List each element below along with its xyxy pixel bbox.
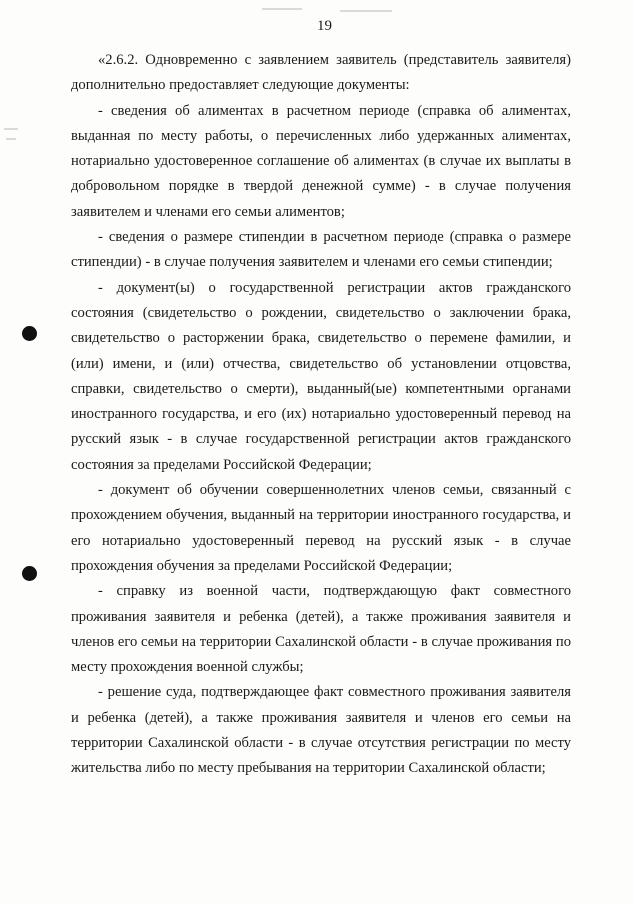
paragraph-court-decision: - решение суда, подтверждающее факт совместного проживания заявителя и ребенка (детей), а также проживания заявителя и членов его семьи на территории Сахалинской области - в случае отсутствия регистрации по месту жительства либо по месту пребывания на территории Сахалинской области;: [71, 684, 571, 777]
page-number: 19: [317, 18, 332, 34]
scan-artifact: [340, 10, 392, 12]
scan-artifact: [4, 128, 18, 130]
binder-hole-bottom: [22, 566, 37, 581]
paragraph-intro: «2.6.2. Одновременно с заявлением заявитель (представитель заявителя) дополнительно предоставляет следующие документы:: [71, 52, 571, 94]
scan-artifact: [6, 138, 16, 140]
paragraph-education: - документ об обучении совершеннолетних членов семьи, связанный с прохождением обучения, выданный на территории иностранного государства, и его нотариально удостоверенный перевод на русский язык - в случае прохождения обучения за пределами Российской Федерации;: [71, 482, 571, 574]
paragraph-stipend: - сведения о размере стипендии в расчетном периоде (справка о размере стипендии) - в случае получения заявителем и членами его семьи стипендии;: [71, 229, 571, 271]
paragraph-civil-registration: - документ(ы) о государственной регистрации актов гражданского состояния (свидетельство о рождении, свидетельство о заключении брака, свидетельство о расторжении брака, свидетельство о перемене фамилии, и (или) имени, и (или) отчества, свидетельство об установлении отцовства, справки, свидетельство о смерти), выданный(ые) компетентными органами иностранного государства, и его (их) нотариально удостоверенный перевод на русский язык - в случае государственной регистрации актов гражданского состояния за пределами Российской Федерации;: [71, 279, 571, 473]
binder-hole-top: [22, 326, 37, 341]
document-body: [71, 48, 571, 782]
scan-artifact: [262, 8, 302, 10]
paragraph-military-unit: - справку из военной части, подтверждающую факт совместного проживания заявителя и ребенка (детей), а также проживания заявителя и членов его семьи на территории Сахалинской области - в случае проживания по месту прохождения военной службы;: [71, 583, 571, 676]
paragraph-alimony: - сведения об алиментах в расчетном периоде (справка об алиментах, выданная по месту работы, о перечисленных либо удержанных алиментах, нотариально удостоверенное соглашение об алиментах (в случае их выплаты в добровольном порядке в твердой денежной сумме) - в случае получения заявителем и членами его семьи алиментов;: [71, 102, 571, 220]
